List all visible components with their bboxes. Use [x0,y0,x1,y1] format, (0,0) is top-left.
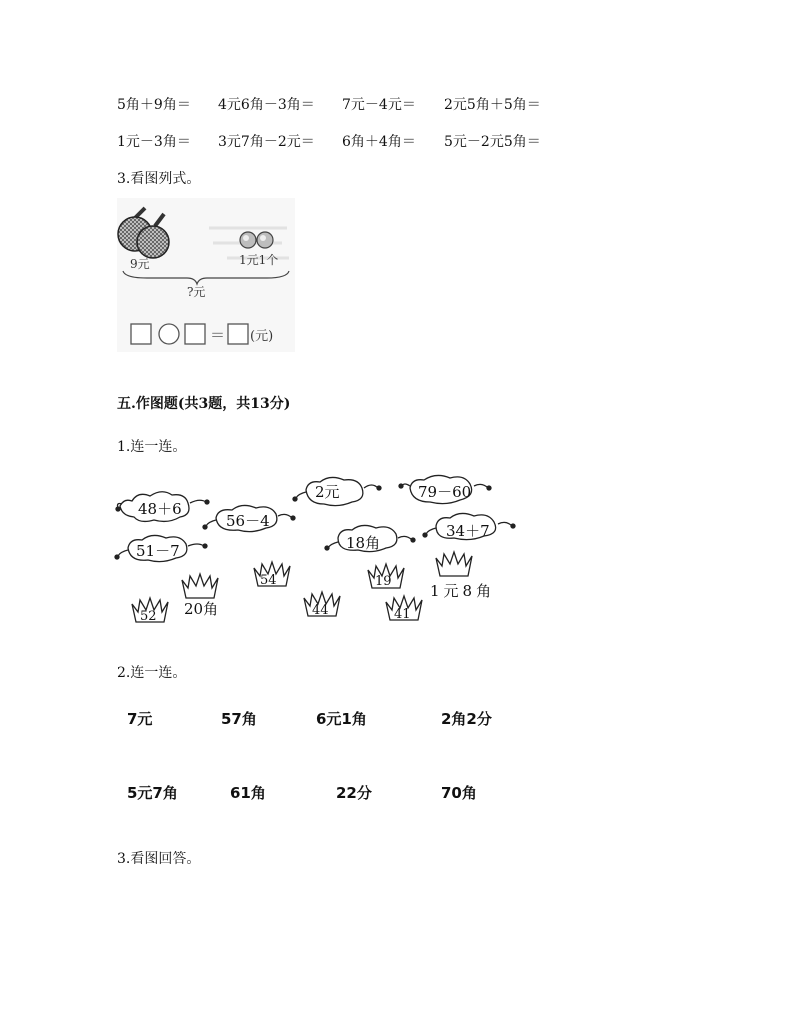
svg-text:44: 44 [312,603,329,618]
question-3b-title: 3.看图回答。 [117,851,201,867]
grass-52[interactable] [132,598,168,624]
answer-box[interactable] [228,324,248,344]
match-item-top-2[interactable]: 57角 [221,710,257,728]
figure-rackets-balls [117,198,295,352]
equation-2-3: 6角＋4角＝ [342,134,416,150]
ball-icon [257,232,273,248]
section-5-title: 五.作图题(共3题，共13分) [117,396,291,412]
question-3-title: 3.看图列式。 [117,171,201,187]
answer-box[interactable] [185,324,205,344]
svg-text:56－4: 56－4 [226,512,270,530]
cloud-51-minus-7[interactable] [115,535,207,561]
equals-sign: ＝ [210,326,226,344]
grass-blank-2[interactable] [182,574,218,598]
equation-1-2: 4元6角－3角＝ [218,97,315,113]
match-item-bottom-2[interactable]: 61角 [230,784,266,802]
grass-54[interactable] [254,562,290,588]
rackets-price-label: 9元 [130,257,150,271]
cloud-2-yuan[interactable] [293,477,381,505]
match-item-top-1[interactable]: 7元 [127,710,153,728]
match-item-bottom-4[interactable]: 70角 [441,784,477,802]
rackets-balls-illustration [117,198,295,352]
unit-label: (元) [250,329,274,344]
svg-text:41: 41 [394,607,411,622]
clouds-grass-illustration [110,468,530,628]
question-2-title: 2.连一连。 [117,665,187,681]
match-item-top-3[interactable]: 6元1角 [316,710,367,728]
equation-1-3: 7元－4元＝ [342,97,416,113]
equation-2-1: 1元－3角＝ [117,134,191,150]
svg-text:79－60: 79－60 [418,483,472,501]
svg-text:34＋7: 34＋7 [446,522,490,540]
match-item-bottom-1[interactable]: 5元7角 [127,784,178,802]
cloud-56-minus-4[interactable] [203,505,295,531]
svg-text:48＋6: 48＋6 [138,500,182,518]
grass-44[interactable] [304,592,340,618]
equation-2-4: 5元－2元5角＝ [444,134,541,150]
equation-1-1: 5角＋9角＝ [117,97,191,113]
operator-circle[interactable] [159,324,179,344]
question-1-title: 1.连一连。 [117,439,187,455]
equation-1-4: 2元5角＋5角＝ [444,97,541,113]
cloud-48-plus-6[interactable] [116,492,209,522]
total-label: ?元 [187,285,206,299]
svg-text:19: 19 [375,574,392,589]
match-item-top-4[interactable]: 2角2分 [441,710,492,728]
grass-blank[interactable] [436,552,472,576]
svg-text:18角: 18角 [346,534,381,552]
equation-2-2: 3元7角－2元＝ [218,134,315,150]
cloud-34-plus-7[interactable] [423,513,515,540]
svg-text:51－7: 51－7 [136,542,180,560]
grass-19[interactable] [368,564,404,589]
match-item-bottom-3[interactable]: 22分 [336,784,372,802]
answer-box[interactable] [131,324,151,344]
cloud-18-jiao[interactable] [325,525,415,552]
label-20-jiao[interactable]: 20角 [184,600,219,618]
svg-text:54: 54 [260,573,277,588]
ball-price-label: 1元1个 [239,253,279,267]
total-brace [123,271,289,284]
figure-match-clouds [110,468,530,628]
cloud-79-minus-60[interactable] [399,475,491,503]
label-1-yuan-8-jiao[interactable]: 1元8角 [430,582,496,600]
ball-icon [240,232,256,248]
svg-text:52: 52 [140,609,157,624]
svg-text:2元: 2元 [315,483,340,501]
grass-41[interactable] [386,596,422,622]
